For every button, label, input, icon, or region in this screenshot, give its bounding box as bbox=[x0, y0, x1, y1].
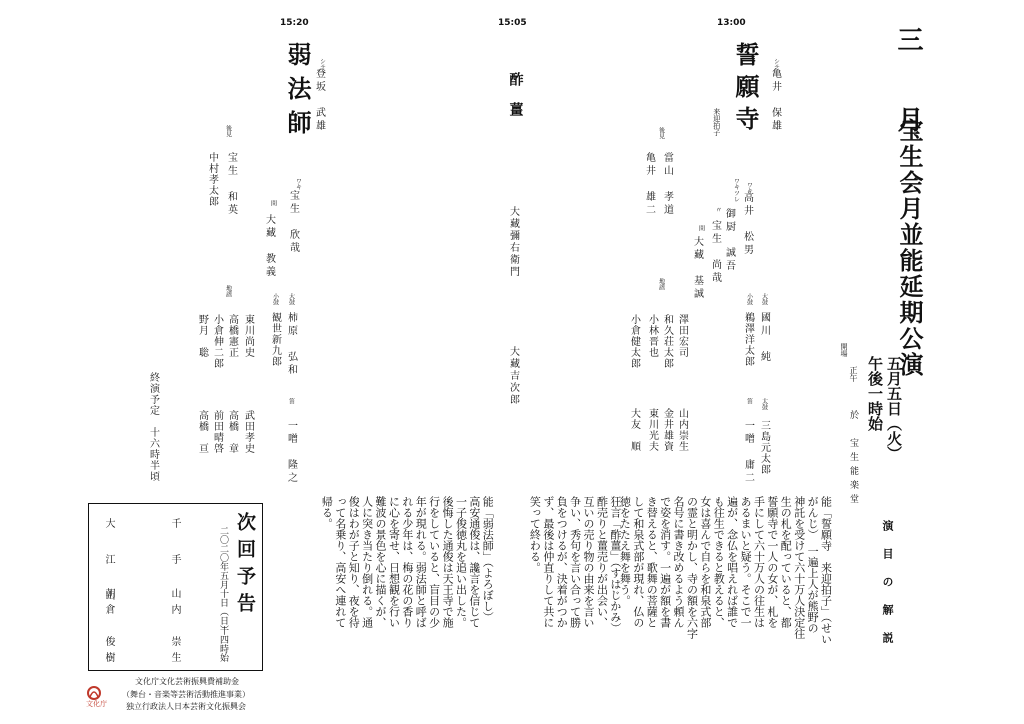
play1-wakitsure2: 宝生 尚哉 bbox=[709, 220, 721, 285]
explanation-yoroboshi bbox=[320, 496, 494, 666]
event-title: 宝生会月並能延期公演 bbox=[895, 118, 924, 378]
play1-kotsuzumi-role: 小鼓 bbox=[745, 293, 753, 305]
play1-fue: 一噌 庸二 bbox=[742, 420, 754, 485]
month-heading: 三 月 bbox=[893, 26, 923, 146]
play3-koken1: 宝生 和英 bbox=[225, 152, 237, 217]
jiutai-member: 高橋 亘 bbox=[196, 410, 208, 454]
play2-cast2: 大藏吉次郎 bbox=[507, 346, 519, 406]
play1-otsuzumi: 國川 純 bbox=[758, 312, 770, 364]
notice-play2-cast: 朝倉 俊樹 bbox=[103, 588, 114, 668]
text-line: 狂言「酢薑」（すはじかみ） bbox=[608, 496, 622, 634]
text-line: の霊と明かし、寺の額を六字 bbox=[685, 496, 699, 639]
next-performance-box bbox=[88, 503, 263, 671]
play1-time: 13:00 bbox=[717, 18, 746, 28]
text-line: 俊はわが子と知り、夜を待 bbox=[347, 496, 361, 628]
jiutai-member: 武田孝史 bbox=[242, 410, 254, 454]
play3-koken-role: 後見 bbox=[224, 125, 232, 137]
jiutai-member: 東川光夫 bbox=[646, 408, 658, 452]
play1-ai: 大藏 基誠 bbox=[691, 236, 703, 301]
text-line: 年が現れる。弱法師と呼ば bbox=[414, 496, 428, 628]
jiutai-member: 小倉健太郎 bbox=[628, 314, 640, 369]
jiutai-member: 高橋 章 bbox=[226, 410, 238, 454]
play3-ai: 大藏 教義 bbox=[263, 214, 275, 279]
play1-waki-role: ワキ bbox=[745, 182, 753, 194]
play3-shite-role: シテ bbox=[318, 58, 326, 70]
play1-taiko-role: 太鼓 bbox=[760, 398, 768, 410]
jiutai-member: 金井雄資 bbox=[661, 408, 673, 452]
explanation-seiganji bbox=[618, 496, 833, 666]
play3-otsuzumi: 柿原 弘和 bbox=[285, 312, 297, 377]
text-line: 互いの売り物の由来を言い bbox=[582, 496, 596, 628]
end-time: 終演予定 十六時半頃 bbox=[147, 372, 159, 482]
play3-time: 15:20 bbox=[280, 18, 309, 28]
play1-kogaki: 来迎拍子 bbox=[712, 108, 721, 136]
jiutai-member: 小倉伸二郎 bbox=[211, 314, 223, 369]
notice-heading: 次回予告 bbox=[234, 512, 256, 620]
text-line: 能「弱法師」（よろぼし） bbox=[481, 496, 495, 623]
play3-waki: 宝生 欣哉 bbox=[287, 190, 299, 255]
text-line: 徳をたたえ舞を舞う。 bbox=[618, 496, 632, 606]
notice-play2: 大 江 山 bbox=[103, 518, 114, 608]
play1-koken1: 當山 孝道 bbox=[661, 152, 673, 217]
text-line: 一子俊徳丸を追い出した。 bbox=[454, 496, 468, 628]
text-line: して和泉式部が現れ、仏の bbox=[631, 496, 645, 628]
play1-otsuzumi-role: 大鼓 bbox=[760, 293, 768, 305]
play3-shite: 登坂 武雄 bbox=[313, 68, 325, 133]
play1-wakitsure1: 御厨 誠吾 bbox=[723, 208, 735, 273]
play3-fue-role: 笛 bbox=[287, 398, 295, 404]
play1-ai-role: 間 bbox=[697, 225, 705, 231]
play1-title: 誓願寺 bbox=[731, 42, 760, 138]
text-line: 手にして六十万人の往生は bbox=[752, 496, 766, 628]
text-line: 生の札を配っていると、都 bbox=[779, 496, 793, 628]
text-line: 女は喜んで自らを和泉式部 bbox=[698, 496, 712, 628]
text-line: 笑って終わる。 bbox=[528, 496, 542, 573]
text-line: で姿を消す。一遍が額を書 bbox=[658, 496, 672, 628]
text-line: に心を寄せ、日想観を行い bbox=[387, 496, 401, 628]
text-line: がんじ） 一遍上人が熊野の bbox=[806, 496, 820, 634]
play3-fue: 一噌 隆之 bbox=[285, 420, 297, 485]
play2-title: 酢薑 bbox=[507, 72, 524, 132]
explanation-suhajikami bbox=[528, 496, 622, 666]
jiutai-member: 東川尚史 bbox=[242, 314, 254, 358]
jiutai-member: 野月 聡 bbox=[196, 314, 208, 358]
text-line: って名乗り、高安へ連れて bbox=[333, 496, 347, 628]
text-line: 高安通俊は、讒言を信じて bbox=[467, 496, 481, 628]
agency-logo bbox=[86, 683, 122, 707]
text-line: 争い、秀句を言い合って勝 bbox=[568, 496, 582, 628]
jiutai-member: 小林晋也 bbox=[646, 314, 658, 358]
logo-text: 文化庁 bbox=[86, 700, 107, 708]
text-line: 人に突き当たり倒れる。通 bbox=[360, 496, 374, 628]
play1-jiutai-role: 地謡 bbox=[657, 278, 665, 290]
sponsor-line2: （舞台・音楽等芸術活動推進事業） bbox=[122, 690, 250, 699]
play1-ditto: 〃 bbox=[714, 206, 723, 213]
jiutai-member: 高橋憲正 bbox=[226, 314, 238, 358]
play2-cast1: 大藏彌右衛門 bbox=[507, 206, 519, 278]
sponsor-line1: 文化庁文化芸術振興費補助金 bbox=[135, 677, 239, 686]
event-date: 五月五日（火） bbox=[885, 356, 903, 461]
text-line: れる少年は、梅の花の香り bbox=[400, 496, 414, 628]
text-line: 酢売りと薑売りが出会い、 bbox=[595, 496, 609, 628]
jiutai-member: 澤田宏司 bbox=[676, 314, 688, 358]
jiutai-member: 山内崇生 bbox=[676, 408, 688, 452]
text-line: 難波の景色を心に描くが、 bbox=[374, 496, 388, 628]
play1-taiko: 三島元太郎 bbox=[758, 420, 770, 475]
text-line: 名号に書き改めるよう頼ん bbox=[672, 496, 686, 628]
open-label: 開場 bbox=[840, 343, 848, 357]
play3-kotsuzumi-role: 小鼓 bbox=[271, 293, 279, 305]
jiutai-member: 大友 順 bbox=[628, 408, 640, 452]
play2-time: 15:05 bbox=[498, 18, 527, 28]
play3-waki-role: ワキ bbox=[294, 178, 302, 190]
play1-fue-role: 笛 bbox=[745, 398, 753, 404]
text-line: 行をしていると、盲目の少 bbox=[427, 496, 441, 628]
text-line: き替えると、歌舞の菩薩と bbox=[645, 496, 659, 628]
play1-koken-role: 後見 bbox=[657, 127, 665, 139]
event-start: 午後一時始 bbox=[866, 356, 884, 431]
notice-date: 二〇二〇年五月十日（日） bbox=[218, 526, 228, 634]
sponsor-line3: 独立行政法人日本芸術文化振興会 bbox=[126, 702, 246, 711]
text-line: 誓願寺で一人の女が、札を bbox=[765, 496, 779, 628]
play1-shite-role: シテ bbox=[772, 58, 780, 70]
text-line: 帰る。 bbox=[320, 496, 334, 529]
play1-wakitsure-role: ワキツレ bbox=[732, 178, 740, 202]
text-line: 遍が、念仏を唱えれば誰で bbox=[725, 496, 739, 628]
play1-kotsuzumi: 鵜澤洋太郎 bbox=[742, 312, 754, 367]
venue: 於 宝生能楽堂 bbox=[848, 410, 858, 508]
notice-play1-cast: 山内 崇生 bbox=[169, 588, 180, 668]
play3-kotsuzumi: 観世新九郎 bbox=[269, 312, 281, 367]
play3-title: 弱法師 bbox=[283, 42, 312, 144]
text-line: 神託を受けて六十万人決定往 bbox=[792, 496, 806, 639]
text-line: ず、最後は仲直りして共に bbox=[541, 496, 555, 628]
play3-koken2: 中村孝太郎 bbox=[206, 152, 218, 207]
text-line: 後悔した通俊は天王寺で施 bbox=[441, 496, 455, 628]
play1-shite: 亀井 保雄 bbox=[769, 68, 781, 133]
play3-otsuzumi-role: 大鼓 bbox=[287, 293, 295, 305]
text-line: 負をつけるが、決着がつか bbox=[555, 496, 569, 628]
play1-koken2: 亀井 雄二 bbox=[643, 152, 655, 217]
text-line: も往生できると教えると、 bbox=[712, 496, 726, 628]
explanation-heading: 演 目 の 解 説 bbox=[881, 520, 894, 646]
play1-waki: 高井 松男 bbox=[741, 192, 753, 257]
text-line: 能「誓願寺 来迎拍子」（せい bbox=[819, 496, 833, 645]
text-line: あるまいと疑う。そこで一 bbox=[739, 496, 753, 628]
play3-ai-role: 間 bbox=[269, 200, 277, 206]
jiutai-member: 前田晴啓 bbox=[211, 410, 223, 454]
notice-play1: 千 手 bbox=[169, 518, 180, 572]
notice-time: 十四時始 bbox=[218, 626, 228, 662]
play3-jiutai-role: 地謡 bbox=[224, 285, 232, 297]
open-time: 正午 bbox=[849, 366, 858, 382]
jiutai-member: 和久荘太郎 bbox=[661, 314, 673, 369]
